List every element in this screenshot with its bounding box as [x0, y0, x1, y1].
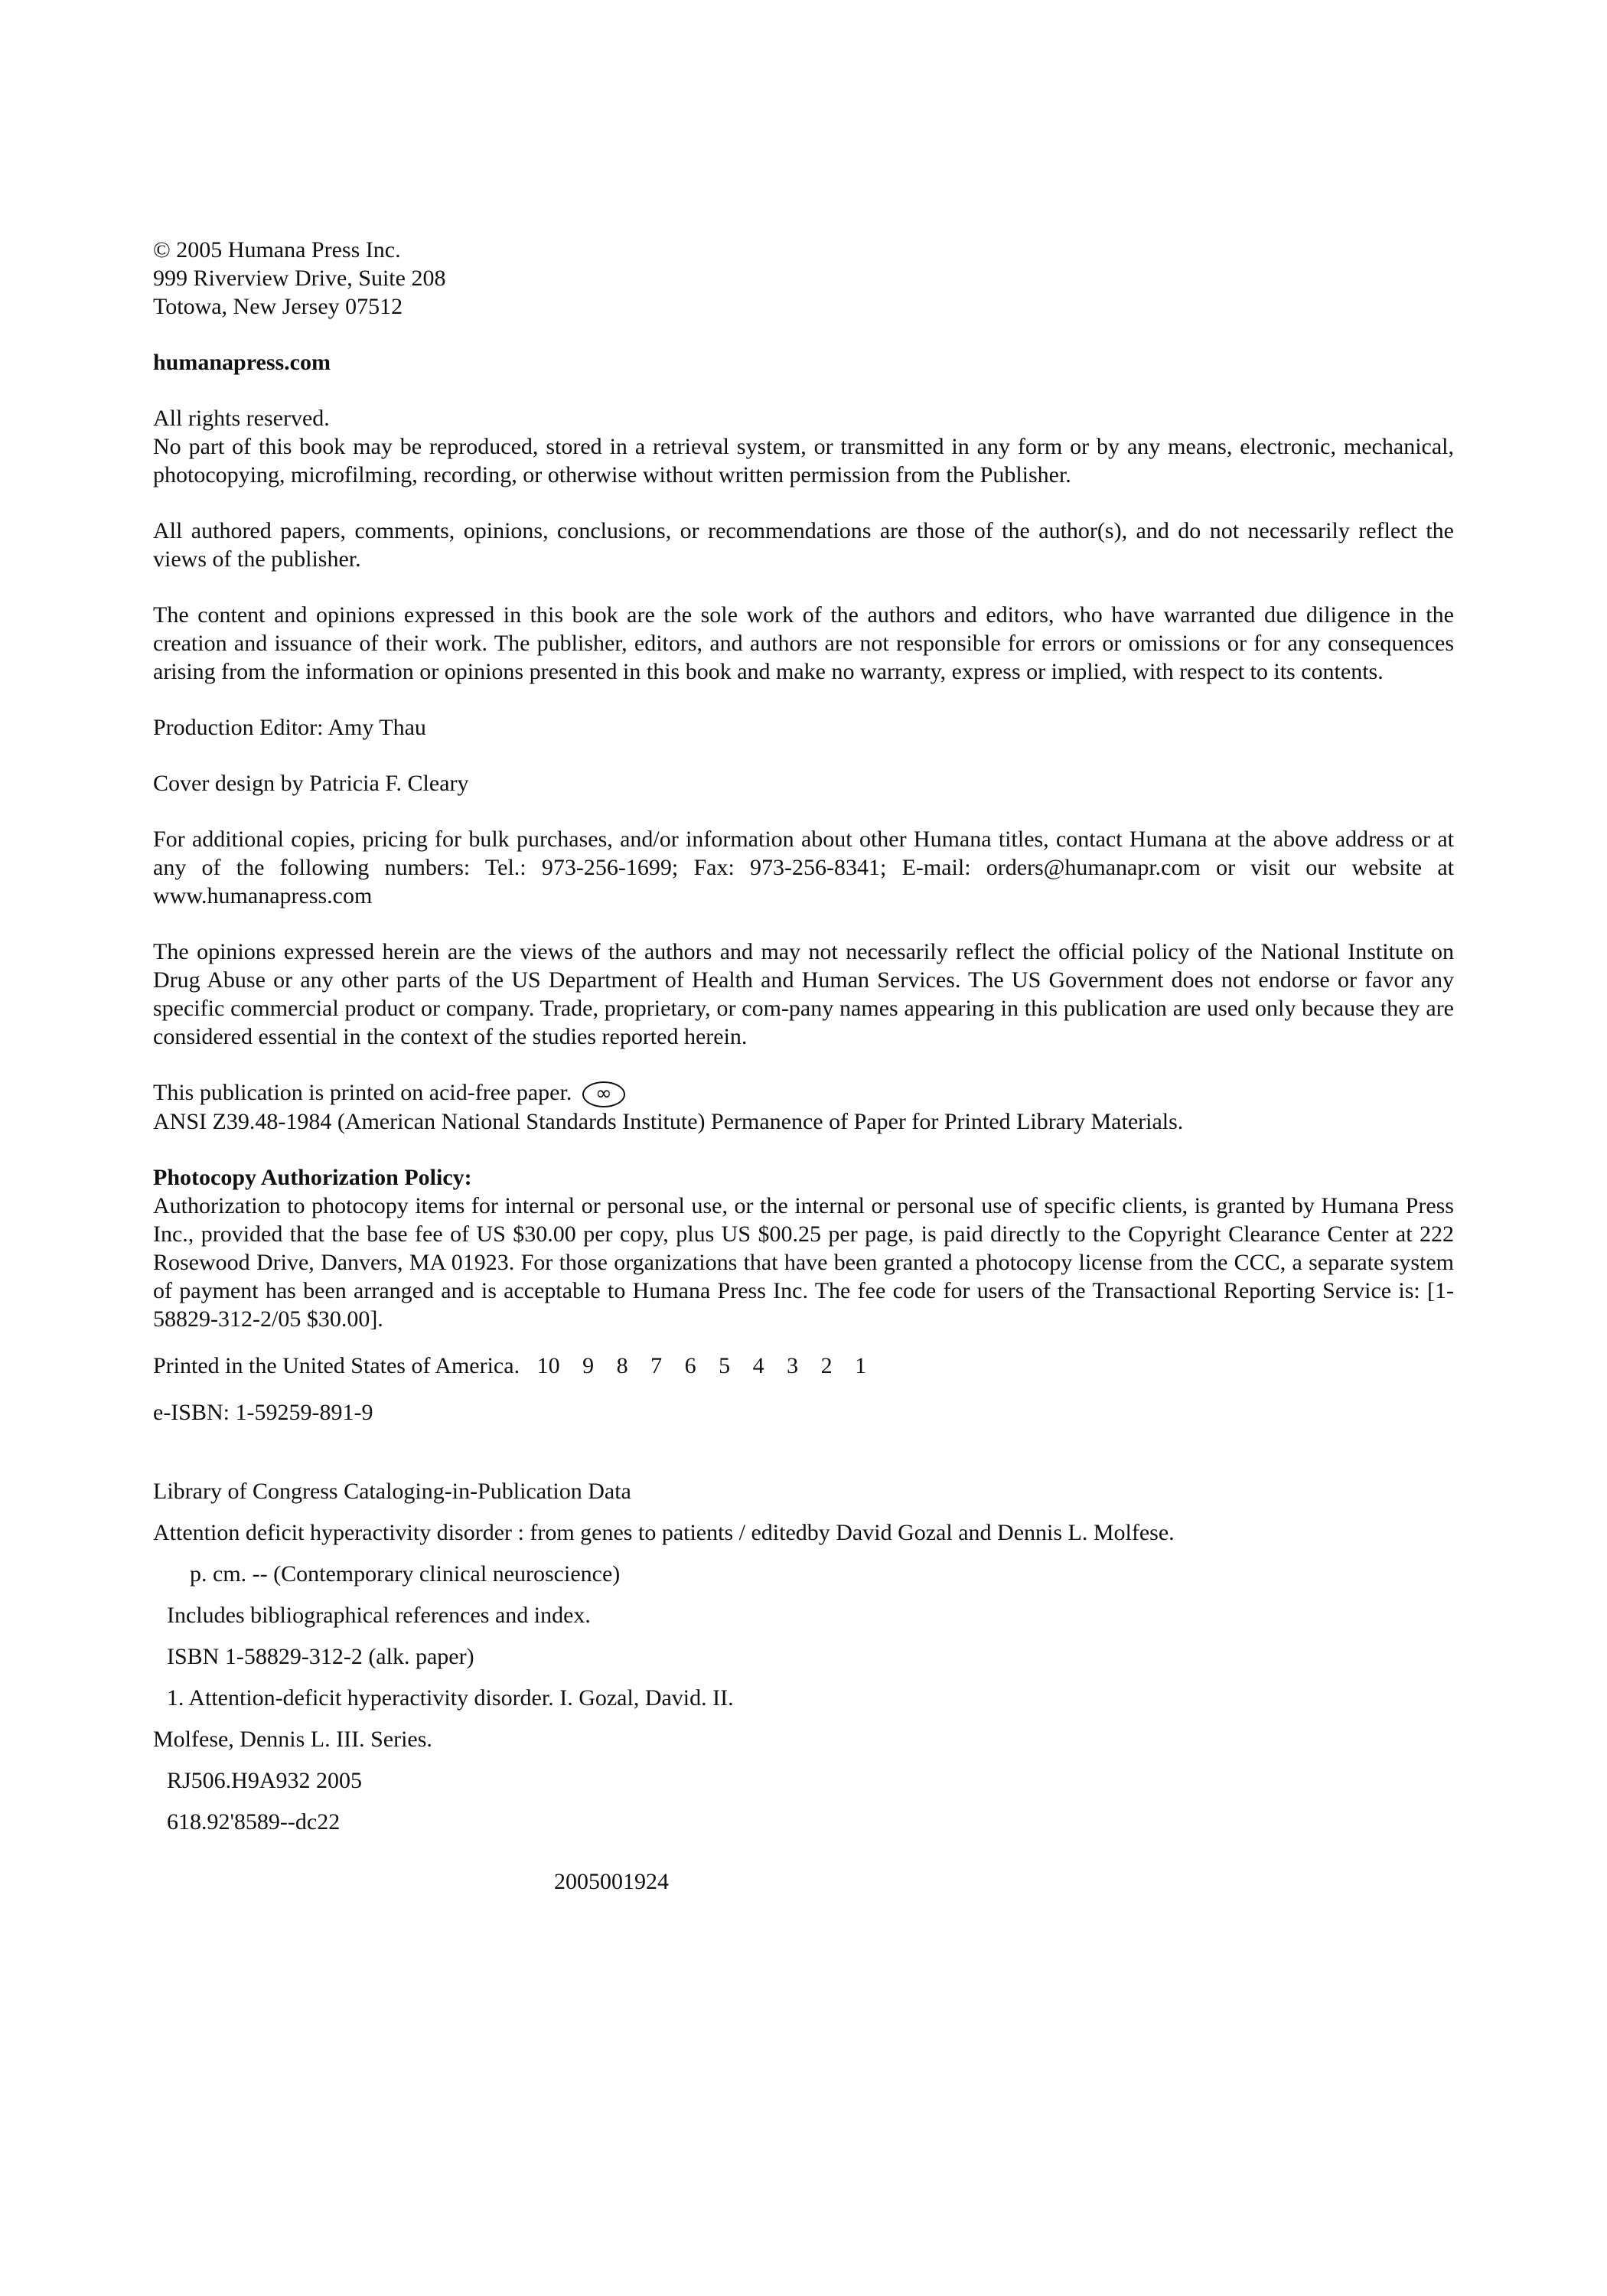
production-editor: Production Editor: Amy Thau — [153, 715, 426, 740]
photocopy-policy: Authorization to photocopy items for internal or personal use, or the internal or personal use of specific clients, is granted by Humana Press Inc., provided that the base fee of US $30.00 per copy, plus US $00.25 per page, is paid directly to the Copyright Clearance Center at 222 Rosewood Drive, Danvers, MA 01923. For those organizations that have been granted a photocopy license from the CCC, a separate system of payment has been arranged and is acceptable to Humana Press Inc. The fee code for users of the Transactional Reporting Service is: [1-58829-312-2/05 $30.00]. — [153, 1193, 1454, 1332]
cip-dewey: 618.92'8589--dc22 — [167, 1809, 341, 1835]
additional-copies-info: For additional copies, pricing for bulk purchases, and/or information about other Humana titles, contact Humana at the above address or at any of the following numbers: Tel.: 973-256-1699; Fax: 973-256-8341; E-mail: orders@humanapr.com or visit our website at www.humanapress.com — [153, 827, 1454, 908]
cip-series-line: p. cm. -- (Contemporary clinical neuroscience) — [190, 1561, 621, 1587]
copyright-page — [153, 236, 1454, 1896]
ansi-standard: ANSI Z39.48-1984 (American National Standards Institute) Permanence of Paper for Printed Library Materials. — [153, 1109, 1184, 1135]
cip-lccn: 2005001924 — [554, 1869, 669, 1895]
cip-title-line: Attention deficit hyperactivity disorder : from genes to patients / editedby David Gozal and Dennis L. Molfese. — [153, 1520, 1175, 1546]
cover-design-credit: Cover design by Patricia F. Cleary — [153, 771, 469, 796]
e-isbn: e-ISBN: 1-59259-891-9 — [153, 1400, 373, 1426]
photocopy-heading: Photocopy Authorization Policy: — [153, 1165, 472, 1191]
cip-subjects-line-2: Molfese, Dennis L. III. Series. — [153, 1727, 432, 1753]
content-disclaimer: The content and opinions expressed in this book are the sole work of the authors and editors, who have warranted due diligence in the creation and issuance of their work. The publisher, editors, and authors are not responsible for errors or omissions or for any consequences arising from the information or opinions presented in this book and make no warranty, express or implied, with respect to its contents. — [153, 602, 1454, 684]
nida-disclaimer: The opinions expressed herein are the views of the authors and may not necessarily reflect the official policy of the National Institute on Drug Abuse or any other parts of the US Department of Health and Human Services. The US Government does not endorse or favor any specific commercial product or company. Trade, proprietary, or com-pany names appearing in this publication are used only because they are considered essential in the context of the studies reported herein. — [153, 939, 1454, 1049]
printing-numbers: 10 9 8 7 6 5 4 3 2 1 — [536, 1353, 867, 1379]
printed-in-label: Printed in the United States of America. — [153, 1353, 520, 1379]
printing-line — [153, 1352, 1454, 1380]
cip-subjects-line-1: 1. Attention-deficit hyperactivity disorder. I. Gozal, David. II. — [167, 1685, 734, 1711]
publisher-website: humanapress.com — [153, 350, 331, 375]
authored-papers-disclaimer: All authored papers, comments, opinions, conclusions, or recommendations are those of the author(s), and do not necessarily reflect the views of the publisher. — [153, 518, 1454, 572]
copyright-notice: © 2005 Humana Press Inc. — [153, 237, 401, 263]
rights-statement: No part of this book may be reproduced, stored in a retrieval system, or transmitted in any form or by any means, electronic, mechanical, photocopying, microfilming, recording, or otherwise without written permission from the Publisher. — [153, 434, 1454, 488]
publisher-address-line-2: Totowa, New Jersey 07512 — [153, 294, 403, 319]
cip-lc-classification: RJ506.H9A932 2005 — [167, 1768, 363, 1794]
acid-free-text: This publication is printed on acid-free paper. — [153, 1080, 572, 1105]
cip-includes: Includes bibliographical references and index. — [167, 1603, 591, 1629]
acid-free-statement — [153, 1078, 1454, 1107]
rights-heading: All rights reserved. — [153, 406, 330, 431]
cip-isbn: ISBN 1-58829-312-2 (alk. paper) — [167, 1644, 474, 1670]
infinity-icon: ∞ — [582, 1081, 625, 1107]
cip-heading: Library of Congress Cataloging-in-Publication Data — [153, 1479, 631, 1505]
publisher-address-line-1: 999 Riverview Drive, Suite 208 — [153, 266, 446, 291]
